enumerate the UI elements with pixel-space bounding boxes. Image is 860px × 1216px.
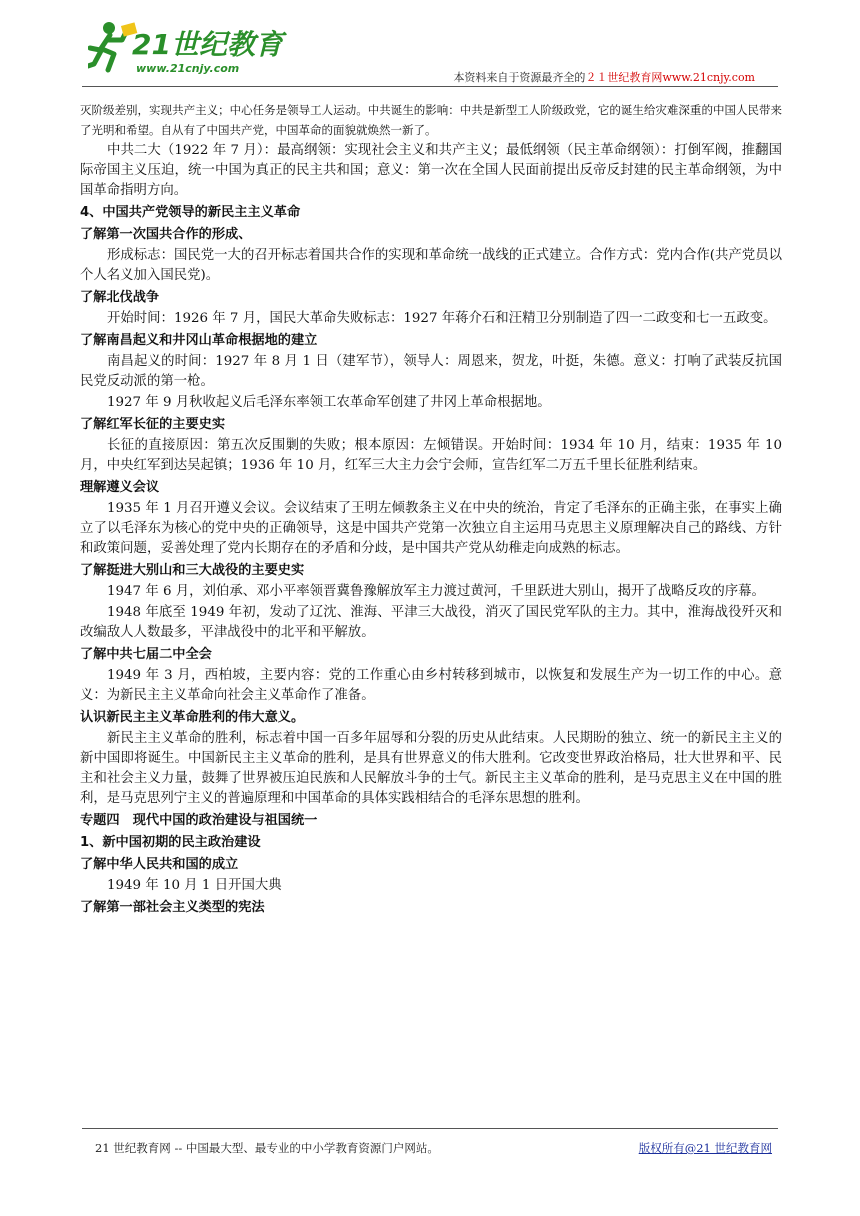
- section-heading: 了解第一部社会主义类型的宪法: [80, 900, 265, 915]
- site-logo[interactable]: [88, 18, 288, 80]
- page-header: [0, 0, 860, 90]
- header-note-url[interactable]: www.21cnjy.com: [662, 71, 755, 84]
- svg-text:21世纪教育: 21世纪教育: [132, 28, 283, 61]
- section-heading: 4、中国共产党领导的新民主主义革命: [80, 205, 301, 220]
- header-note-site[interactable]: ２１世纪教育网: [585, 71, 663, 84]
- body-paragraph: 中共二大（1922 年 7 月）：最高纲领：实现社会主义和共产主义；最低纲领（民主革命纲领）：打倒军阀，推翻国际帝国主义压迫，统一中国为真正的民主共和国；意义：第一次在全国人民面前提出反帝反封建的民主革命纲领，为中国革命指明方向。: [80, 143, 782, 198]
- body-paragraph: 形成标志：国民党一大的召开标志着国共合作的实现和革命统一战线的正式建立。合作方式：党内合作(共产党员以个人名义加入国民党)。: [80, 248, 782, 283]
- document-body: [80, 100, 782, 919]
- header-source-note: [453, 69, 755, 85]
- section-heading: 专题四 现代中国的政治建设与祖国统一: [80, 813, 318, 828]
- section-heading: 了解挺进大别山和三大战役的主要史实: [80, 563, 305, 578]
- footer-site-description: 21 世纪教育网 -- 中国最大型、最专业的中小学教育资源门户网站。: [95, 1141, 439, 1155]
- body-paragraph: 灭阶级差别，实现共产主义；中心任务是领导工人运动。中共诞生的影响：中共是新型工人阶级政党，它的诞生给灾难深重的中国人民带来了光明和希望。自从有了中国共产党，中国革命的面貌就焕然一新了。: [80, 103, 782, 137]
- body-paragraph: 开始时间：1926 年 7 月，国民大革命失败标志：1927 年蒋介石和汪精卫分别制造了四一二政变和七一五政变。: [107, 311, 777, 326]
- body-paragraph: 长征的直接原因：第五次反围剿的失败；根本原因：左倾错误。开始时间：1934 年 10 月，结束：1935 年 10 月，中央红军到达吴起镇；1936 年 10 月，红军三大主力会宁会师，宣告红军二万五千里长征胜利结束。: [80, 438, 782, 473]
- section-heading: 了解北伐战争: [80, 290, 160, 305]
- section-heading: 了解中共七届二中全会: [80, 647, 212, 662]
- body-paragraph: 1935 年 1 月召开遵义会议。会议结束了王明左倾教条主义在中央的统治，肯定了毛泽东的正确主张，在事实上确立了以毛泽东为核心的党中央的正确领导，这是中国共产党第一次独立自主运用马克思主义原理解决自己的路线、方针和政策问题，妥善处理了党内长期存在的矛盾和分歧，是中国共产党从幼稚走向成熟的标志。: [80, 501, 782, 556]
- body-paragraph: 1949 年 3 月，西柏坡，主要内容：党的工作重心由乡村转移到城市，以恢复和发展生产为一切工作的中心。意义：为新民主主义革命向社会主义革命作了准备。: [80, 668, 782, 703]
- section-heading: 了解中华人民共和国的成立: [80, 857, 239, 872]
- body-paragraph: 南昌起义的时间：1927 年 8 月 1 日（建军节），领导人：周恩来，贺龙，叶挺，朱德。意义：打响了武装反抗国民党反动派的第一枪。: [80, 354, 782, 389]
- section-heading: 1、新中国初期的民主政治建设: [80, 835, 261, 850]
- section-heading: 理解遵义会议: [80, 480, 160, 495]
- body-paragraph: 1948 年底至 1949 年初，发动了辽沈、淮海、平津三大战役，消灭了国民党军队的主力。其中，淮海战役歼灭和改编敌人人数最多，平津战役中的北平和平解放。: [80, 605, 782, 640]
- footer-divider: [82, 1128, 778, 1129]
- header-divider: [82, 86, 778, 87]
- footer-copyright-link[interactable]: 版权所有@21 世纪教育网: [638, 1141, 772, 1155]
- svg-text:www.21cnjy.com: www.21cnjy.com: [136, 62, 240, 75]
- section-heading: 了解红军长征的主要史实: [80, 417, 226, 432]
- body-paragraph: 1927 年 9 月秋收起义后毛泽东率领工农革命军创建了井冈上革命根据地。: [107, 395, 551, 410]
- section-heading: 认识新民主主义革命胜利的伟大意义。: [80, 710, 305, 725]
- body-paragraph: 新民主主义革命的胜利，标志着中国一百多年屈辱和分裂的历史从此结束。人民期盼的独立、统一的新民主主义的新中国即将诞生。中国新民主主义革命的胜利，是具有世界意义的伟大胜利。它改变世界政治格局，壮大世界和平、民主和社会主义力量，鼓舞了世界被压迫民族和人民解放斗争的士气。新民主主义革命的胜利，是马克思主义在中国的胜利，是马克思列宁主义的普遍原理和中国革命的具体实践相结合的毛泽东思想的胜利。: [80, 731, 782, 806]
- body-paragraph: 1947 年 6 月，刘伯承、邓小平率领晋冀鲁豫解放军主力渡过黄河，千里跃进大别山，揭开了战略反攻的序幕。: [107, 584, 765, 599]
- runner-logo-icon: [88, 18, 288, 80]
- header-note-prefix: 本资料来自于资源最齐全的: [453, 71, 586, 84]
- body-paragraph: 1949 年 10 月 1 日开国大典: [107, 878, 282, 893]
- section-heading: 了解南昌起义和井冈山革命根据地的建立: [80, 333, 318, 348]
- section-heading: 了解第一次国共合作的形成、: [80, 227, 252, 242]
